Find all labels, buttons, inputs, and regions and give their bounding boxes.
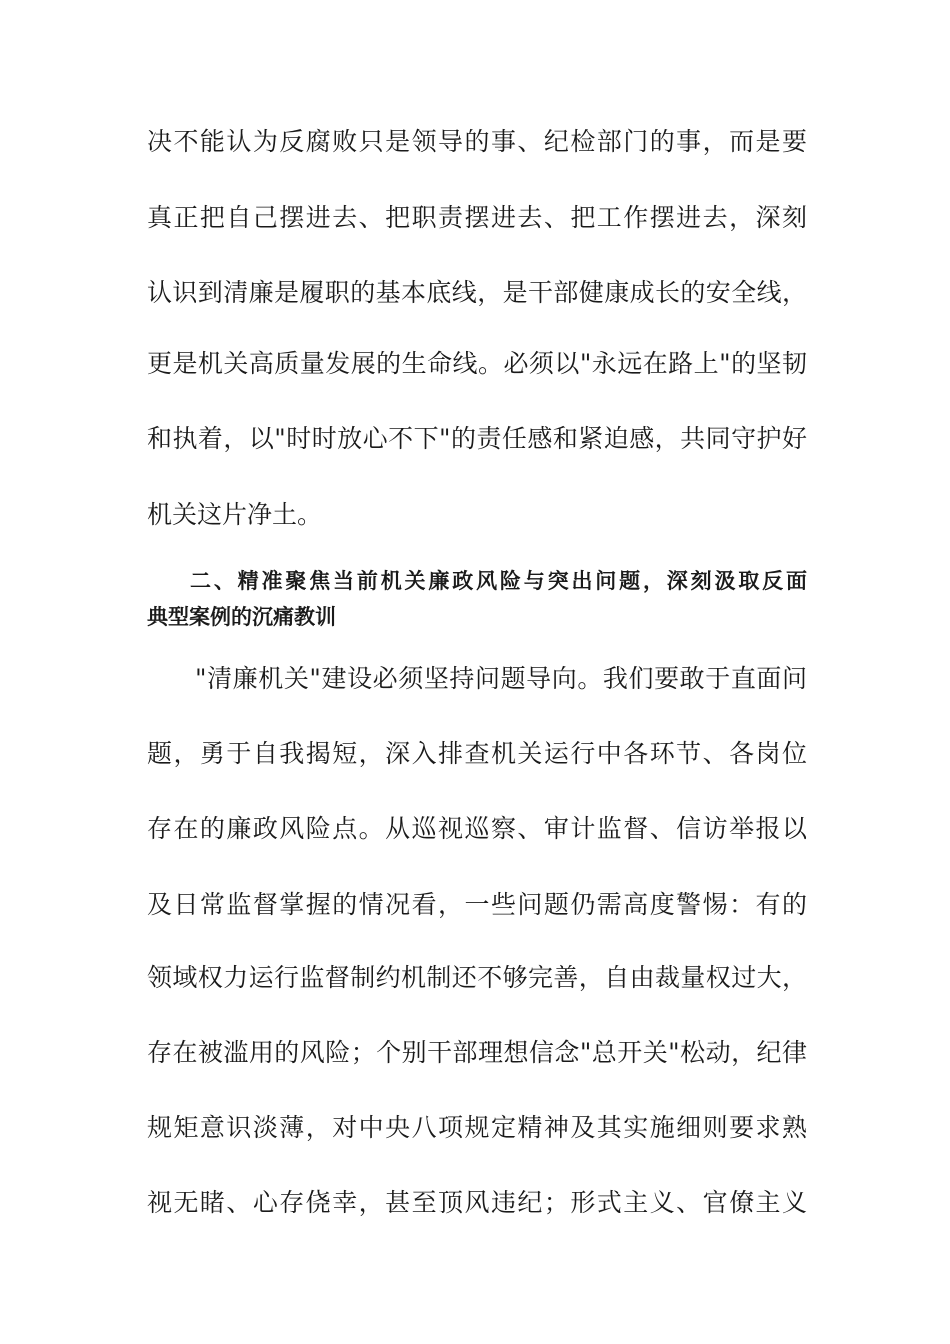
paragraph-line: 机关这片净土。 <box>147 500 323 529</box>
paragraph-line: 决不能认为反腐败只是领导的事、纪检部门的事，而是要 <box>147 127 807 156</box>
paragraph-line: 领域权力运行监督制约机制还不够完善，自由裁量权过大， <box>147 963 807 992</box>
paragraph-line: 真正把自己摆进去、把职责摆进去、把工作摆进去，深刻 <box>147 203 807 232</box>
paragraph-line: 存在被滥用的风险；个别干部理想信念"总开关"松动，纪律 <box>147 1038 807 1067</box>
paragraph-line: 更是机关高质量发展的生命线。必须以"永远在路上"的坚韧 <box>147 349 807 378</box>
paragraph-line: "清廉机关"建设必须坚持问题导向。我们要敢于直面问 <box>195 664 807 693</box>
paragraph-line: 认识到清廉是履职的基本底线，是干部健康成长的安全线， <box>147 278 807 307</box>
paragraph-line: 规矩意识淡薄，对中央八项规定精神及其实施细则要求熟 <box>147 1113 807 1142</box>
paragraph-line: 题，勇于自我揭短，深入排查机关运行中各环节、各岗位 <box>147 739 807 768</box>
paragraph-line: 及日常监督掌握的情况看，一些问题仍需高度警惕：有的 <box>147 890 807 919</box>
section-heading: 典型案例的沉痛教训 <box>147 604 336 629</box>
paragraph-line: 视无睹、心存侥幸，甚至顶风违纪；形式主义、官僚主义 <box>147 1188 807 1217</box>
paragraph-line: 和执着，以"时时放心不下"的责任感和紧迫感，共同守护好 <box>147 424 807 453</box>
paragraph-line: 存在的廉政风险点。从巡视巡察、审计监督、信访举报以 <box>147 814 807 843</box>
section-heading: 二、精准聚焦当前机关廉政风险与突出问题，深刻汲取反面 <box>190 568 807 593</box>
